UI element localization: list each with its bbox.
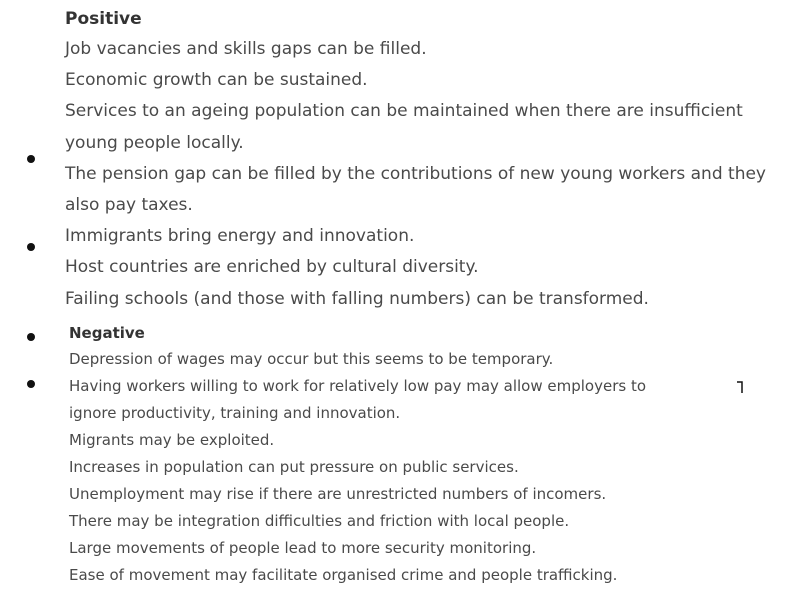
positive-line: Economic growth can be sustained.	[65, 70, 368, 91]
negative-line: There may be integration difficulties and friction with local people.	[69, 512, 570, 530]
negative-line: Unemployment may rise if there are unrestricted numbers of incomers.	[69, 485, 607, 503]
positive-line: The pension gap can be filled by the contributions of new young workers and they	[65, 163, 766, 184]
positive-line: Host countries are enriched by cultural diversity.	[65, 257, 479, 278]
positive-line: Services to an ageing population can be maintained when there are insufficient	[65, 101, 743, 122]
negative-line: Large movements of people lead to more security monitoring.	[69, 539, 537, 557]
positive-line: Job vacancies and skills gaps can be filled.	[65, 39, 427, 59]
negative-line: Migrants may be exploited.	[69, 431, 275, 449]
negative-line: Increases in population can put pressure on public services.	[69, 458, 519, 476]
bullet-icon	[27, 155, 35, 163]
bullet-icon	[27, 333, 35, 341]
negative-list	[69, 346, 646, 589]
negative-line: Having workers willing to work for relatively low pay may allow employers to	[69, 377, 647, 395]
positive-line: also pay taxes.	[65, 195, 193, 216]
positive-line: young people locally.	[65, 132, 244, 153]
positive-heading: Positive	[65, 9, 142, 29]
positive-list	[65, 34, 766, 315]
negative-section	[69, 321, 646, 589]
positive-section	[65, 8, 766, 315]
bullet-icon	[27, 380, 35, 388]
negative-line: Ease of movement may facilitate organised crime and people trafficking.	[69, 566, 618, 584]
bullet-icon	[27, 243, 35, 251]
negative-line: Depression of wages may occur but this seems to be temporary.	[69, 350, 554, 368]
positive-line: Failing schools (and those with falling numbers) can be transformed.	[65, 288, 649, 309]
bracket-mark-icon	[736, 380, 744, 394]
negative-heading: Negative	[69, 324, 145, 342]
positive-line: Immigrants bring energy and innovation.	[65, 226, 415, 247]
negative-line: ignore productivity, training and innovation.	[69, 404, 401, 422]
